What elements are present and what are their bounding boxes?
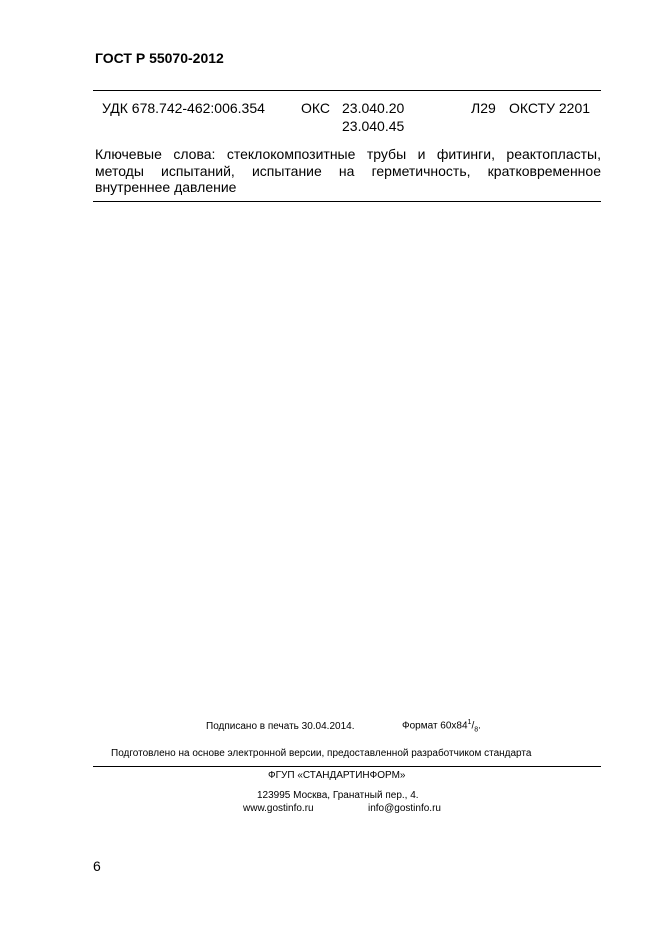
prepared-note: Подготовлено на основе электронной версии, предоставленной разработчиком стандарта bbox=[111, 748, 532, 759]
paper-format: Формат $60х84^1/_8$. bbox=[402, 719, 481, 734]
keywords-paragraph: Ключевые слова: стеклокомпозитные трубы и фитинги, реактопласты, методы испытаний, испытание на герметичность, кратковременное внутреннее давление bbox=[95, 146, 601, 195]
document-title: ГОСТ Р 55070-2012 bbox=[95, 50, 224, 66]
okstu-code: ОКСТУ 2201 bbox=[509, 100, 591, 116]
format-numerator: 1 bbox=[467, 719, 472, 726]
publisher-email[interactable]: info@gostinfo.ru bbox=[368, 803, 441, 814]
page-number: 6 bbox=[93, 858, 101, 874]
publisher-address: 123995 Москва, Гранатный пер., 4. bbox=[257, 790, 419, 801]
oks-code-2: 23.040.45 bbox=[342, 118, 405, 134]
format-denominator: 8 bbox=[474, 726, 479, 734]
udk-code: УДК 678.742-462:006.354 bbox=[102, 100, 265, 116]
keywords-divider bbox=[93, 201, 601, 202]
l-code: Л29 bbox=[471, 100, 496, 116]
top-divider bbox=[93, 90, 601, 91]
oks-label: ОКС bbox=[301, 100, 330, 116]
oks-code-1: 23.040.20 bbox=[342, 100, 405, 116]
signed-date: Подписано в печать 30.04.2014. bbox=[206, 721, 355, 732]
paper-format-label: Формат 60х84 bbox=[402, 720, 468, 732]
publisher-name: ФГУП «СТАНДАРТИНФОРМ» bbox=[268, 770, 406, 781]
imprint-divider bbox=[93, 766, 601, 767]
publisher-website[interactable]: www.gostinfo.ru bbox=[243, 803, 314, 814]
